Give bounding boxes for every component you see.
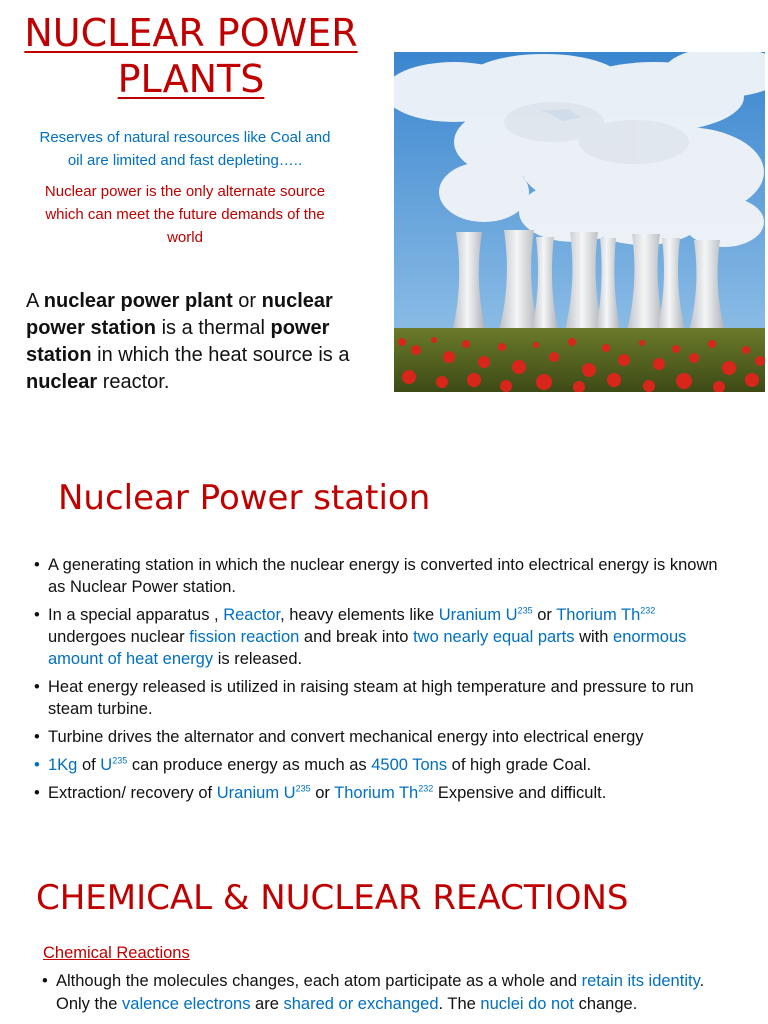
alternate-source-note: Nuclear power is the only alternate source which can meet the future demands of the world bbox=[44, 183, 326, 246]
bullet-icon: • bbox=[34, 606, 40, 624]
chemical-reactions-bullet-list bbox=[42, 970, 722, 1016]
bullet-icon: • bbox=[34, 556, 40, 574]
cooling-towers-photo bbox=[394, 52, 765, 392]
subheading-chemical-reactions: Chemical Reactions bbox=[43, 944, 190, 962]
bullet-icon: • bbox=[34, 678, 40, 696]
list-item: • 1Kg of $U^{235}$ can produce energy as much as 4500 Tons of high grade Coal. bbox=[34, 755, 592, 774]
list-item: • Heat energy released is utilized in raising steam at high temperature and pressure to run steam turbine. bbox=[34, 678, 694, 718]
section-title-nuclear-power-station: Nuclear Power station bbox=[58, 478, 431, 518]
list-item: • In a special apparatus , Reactor, heavy elements like Uranium $U^{235}$ or Thorium Th$^{232}$ undergoes nuclear fission reaction and break into two nearly equal parts with enormous amount of heat energy is released. bbox=[34, 605, 687, 668]
section-title-chemical-nuclear-reactions: CHEMICAL & NUCLEAR REACTIONS bbox=[36, 878, 629, 918]
bullet-icon: • bbox=[42, 972, 48, 990]
slide-nuclear-power-plants bbox=[0, 0, 768, 430]
list-item: • Although the molecules changes, each atom participate as a whole and retain its identity. Only the valence electrons are shared or exchanged. The nuclei do not change. bbox=[42, 972, 705, 1013]
bullet-icon: • bbox=[34, 784, 40, 802]
slide-title bbox=[6, 10, 376, 102]
title-line-1: NUCLEAR POWER bbox=[24, 11, 358, 55]
list-item: • Extraction/ recovery of Uranium $U^{235}$ or Thorium Th$^{232}$ Expensive and difficult. bbox=[34, 783, 607, 802]
resources-note: Reserves of natural resources like Coal and oil are limited and fast depleting….. bbox=[39, 129, 331, 169]
bullet-icon: • bbox=[34, 756, 40, 774]
list-item: • A generating station in which the nuclear energy is converted into electrical energy is known as Nuclear Power station. bbox=[34, 556, 718, 596]
title-line-2: PLANTS bbox=[117, 57, 265, 101]
power-station-bullet-list bbox=[34, 554, 724, 810]
definition-paragraph: A nuclear power plant or nuclear power station is a thermal power station in which the heat source is a nuclear reactor. bbox=[26, 290, 350, 393]
bullet-icon: • bbox=[34, 728, 40, 746]
list-item: • Turbine drives the alternator and convert mechanical energy into electrical energy bbox=[34, 728, 644, 746]
